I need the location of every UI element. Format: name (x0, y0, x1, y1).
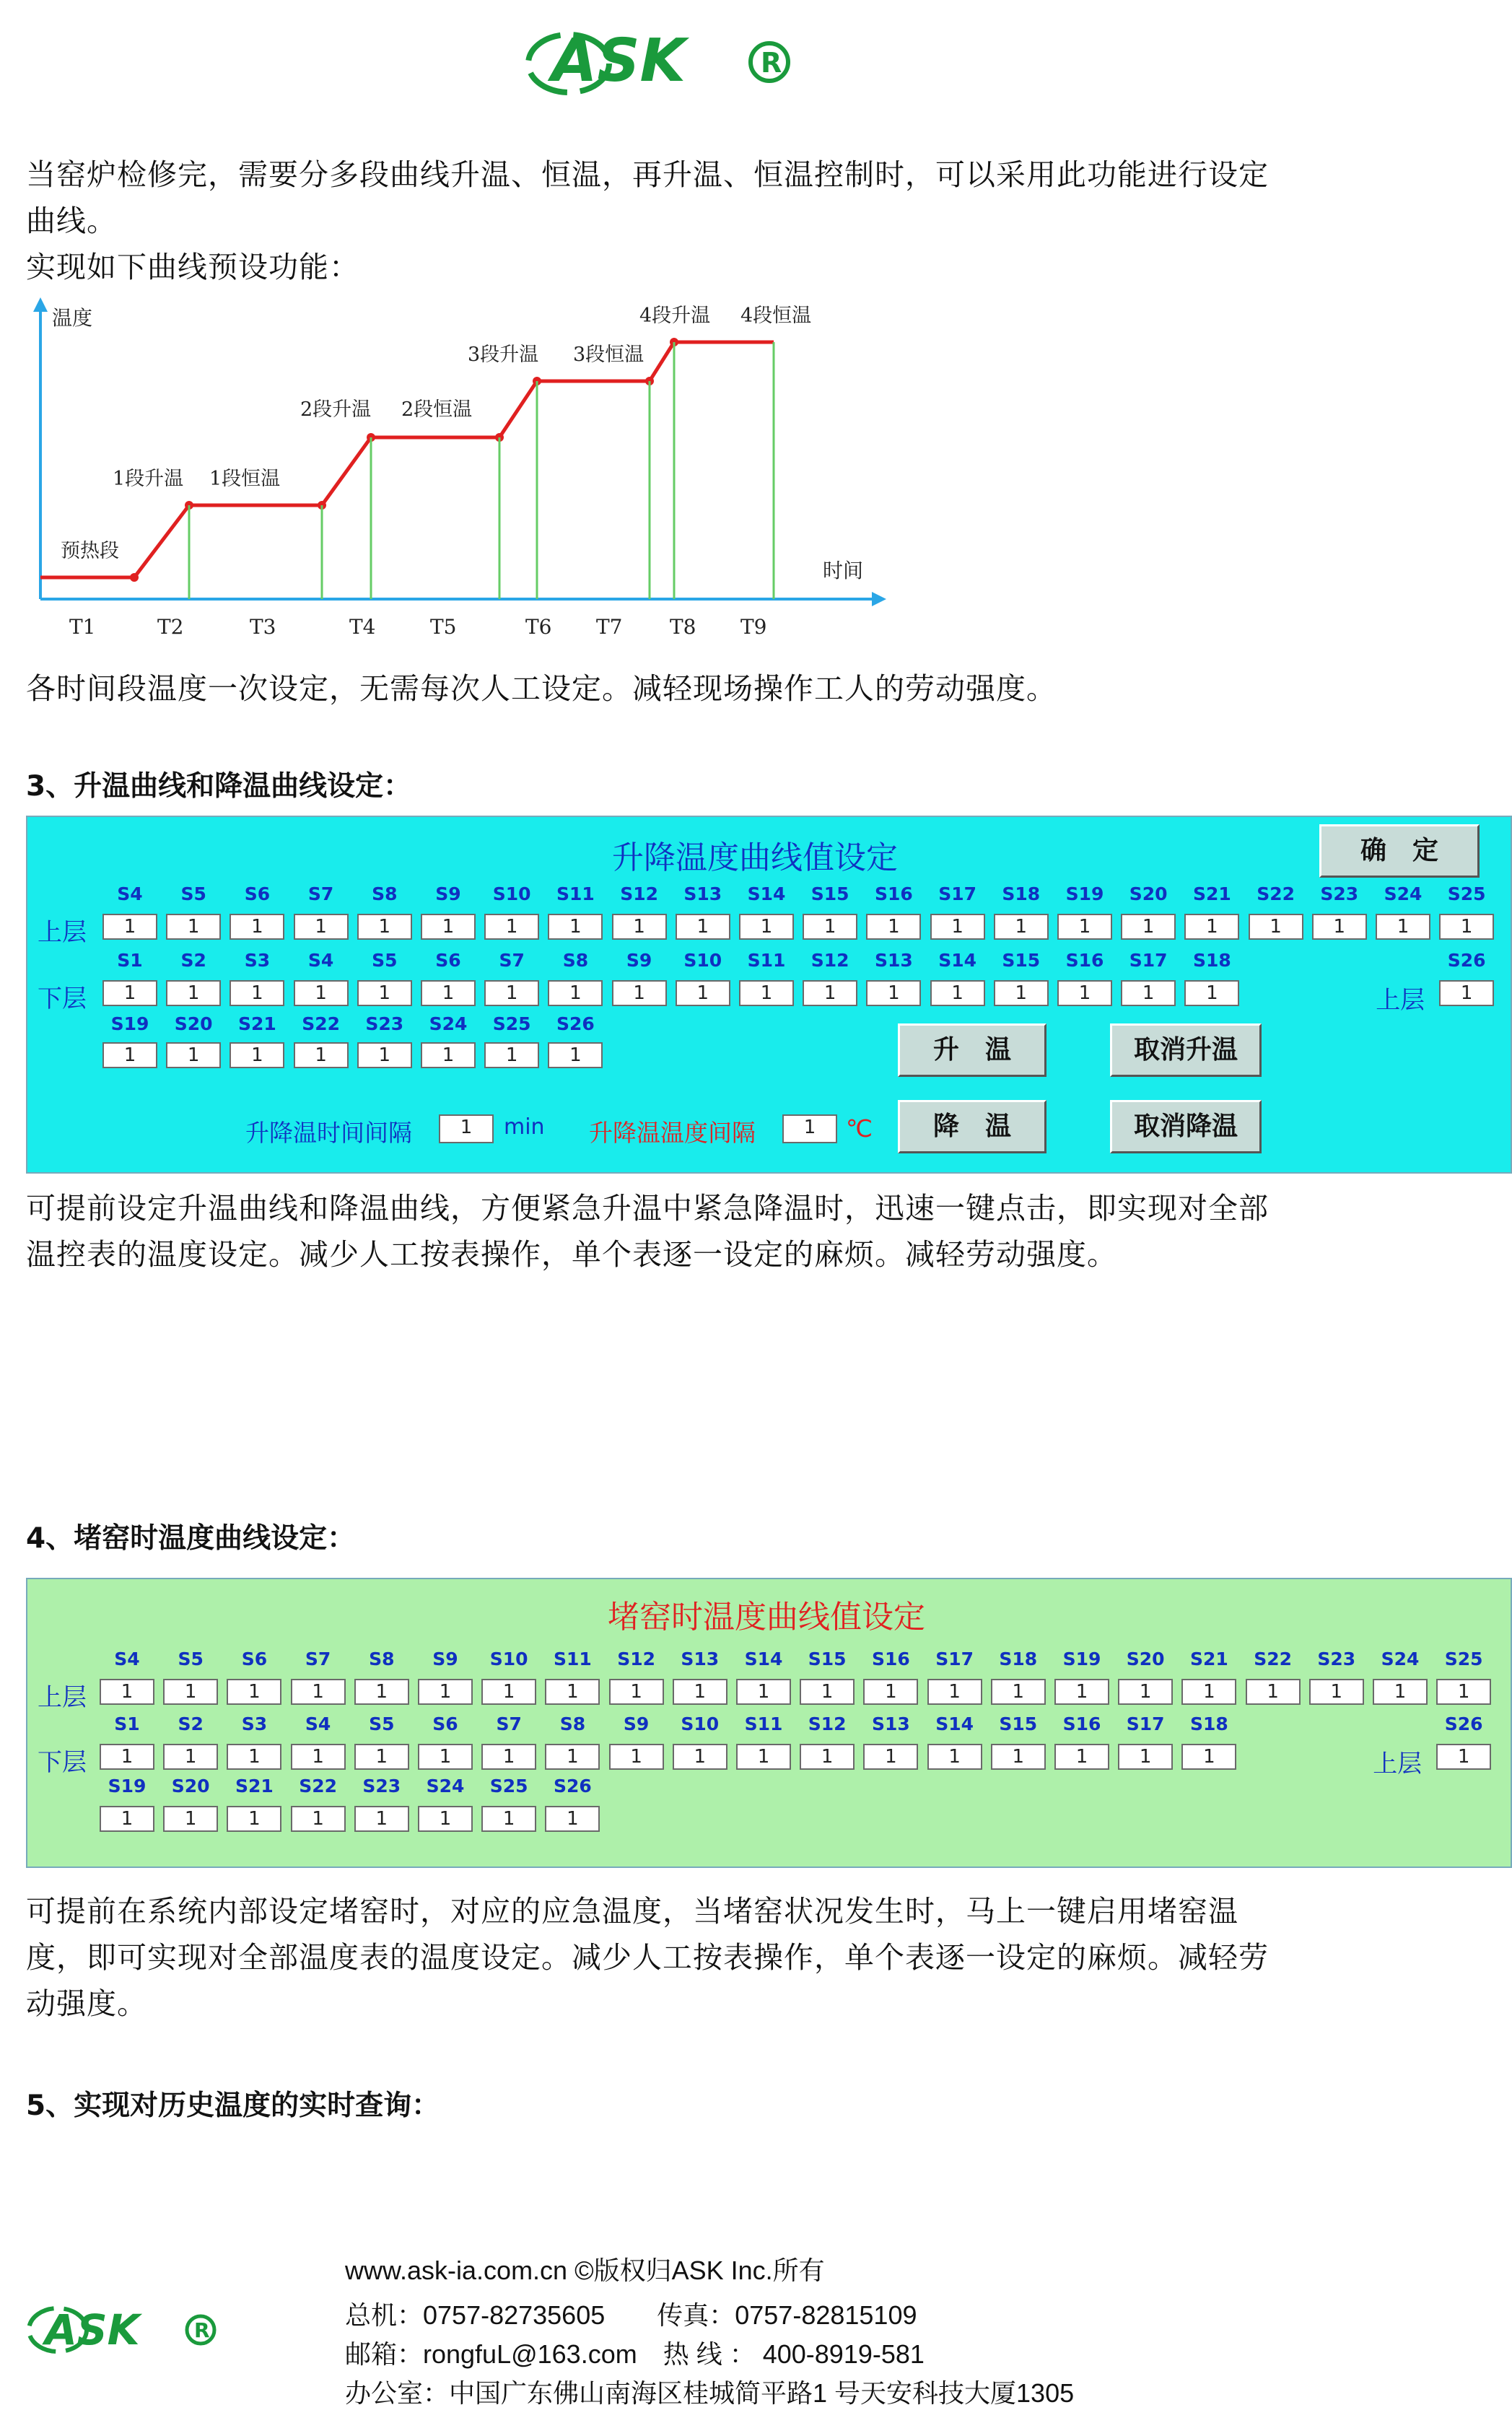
curve-annotation: 4段恒温 (740, 305, 812, 327)
panel-title: 升降温度曲线值设定 (612, 839, 898, 876)
sensor-label: S1 (117, 950, 143, 971)
sensor-label: S20 (171, 1776, 210, 1796)
footer-address: 办公室：中国广东佛山南海区桂城简平路1 号天安科技大厦1305 (345, 2378, 1075, 2408)
row-label-upper: 上层 (38, 1683, 87, 1712)
sensor-value-input[interactable]: 1 (800, 1744, 855, 1770)
sensor-value-input[interactable]: 1 (736, 1679, 791, 1705)
sensor-label: S21 (235, 1776, 274, 1796)
sensor-label: S12 (617, 1649, 655, 1669)
sensor-label: S22 (302, 1013, 340, 1034)
sensor-label: S7 (499, 950, 525, 971)
sensor-label: S6 (432, 1713, 458, 1734)
sensor-label: S26 (1444, 1713, 1483, 1734)
sensor-value-input[interactable]: 1 (545, 1806, 600, 1832)
sensor-value-input[interactable]: 1 (548, 914, 603, 940)
sensor-label: S23 (1320, 883, 1359, 904)
sensor-value-input[interactable]: 1 (1057, 980, 1112, 1006)
sensor-value-input[interactable]: 1 (863, 1679, 918, 1705)
sensor-value-input[interactable]: 1 (1121, 914, 1176, 940)
curve-annotation: 3段恒温 (573, 344, 644, 366)
sensor-label: S13 (871, 1713, 910, 1734)
sensor-value-input[interactable]: 1 (866, 980, 921, 1006)
sensor-label: S15 (810, 883, 849, 904)
section4-desc: 可提前在系统内部设定堵窑时，对应的应急温度，当堵窑状况发生时，马上一键启用堵窑温度，即可实现对全部温度表的温度设定。减少人工按表操作，单个表逐一设定的麻烦。减轻劳动强度。 (26, 1894, 1269, 2021)
sensor-value-input[interactable]: 1 (163, 1679, 218, 1705)
sensor-value-input[interactable]: 1 (1184, 980, 1239, 1006)
sensor-label: S10 (489, 1649, 528, 1669)
sensor-label: S13 (683, 883, 722, 904)
sensor-label: S11 (553, 1649, 592, 1669)
sensor-label: S13 (874, 950, 913, 971)
interval-input[interactable]: 1 (439, 1114, 494, 1143)
sensor-label: S17 (938, 883, 976, 904)
sensor-value-input[interactable]: 1 (166, 914, 221, 940)
sensor-value-input[interactable]: 1 (609, 1744, 664, 1770)
sensor-label: S14 (744, 1649, 783, 1669)
sensor-value-input[interactable]: 1 (1184, 914, 1239, 940)
intro-paragraph: 当窑炉检修完，需要分多段曲线升温、恒温，再升温、恒温控制时，可以采用此功能进行设定曲线。 (26, 157, 1269, 238)
sensor-value-input[interactable]: 1 (739, 980, 794, 1006)
sensor-value-input[interactable]: 1 (609, 1679, 664, 1705)
sensor-value-input[interactable]: 1 (481, 1744, 536, 1770)
sensor-label: S5 (178, 1649, 204, 1669)
sensor-value-input[interactable]: 1 (481, 1679, 536, 1705)
sensor-value-input[interactable]: 1 (230, 914, 284, 940)
sensor-label: S4 (114, 1649, 140, 1669)
sensor-value-input[interactable]: 1 (357, 1042, 412, 1068)
y-axis-label: 温度 (52, 306, 93, 330)
footer-email-hotline: 邮箱：rongfuL@163.com 热 线 ： 400-8919-581 (345, 2339, 925, 2369)
sensor-label: S6 (435, 950, 461, 971)
sensor-value-input[interactable]: 1 (1121, 980, 1176, 1006)
sensor-label: S19 (108, 1776, 147, 1796)
sensor-value-input[interactable]: 1 (1246, 1679, 1301, 1705)
sensor-label: S24 (1381, 1649, 1420, 1669)
sensor-value-input[interactable]: 1 (102, 1042, 157, 1068)
sensor-value-input[interactable]: 1 (994, 914, 1049, 940)
sensor-label: S8 (559, 1713, 586, 1734)
x-tick-label: T7 (596, 615, 623, 639)
sensor-value-input[interactable]: 1 (418, 1744, 473, 1770)
sensor-label: S19 (1065, 883, 1104, 904)
heat-cool-curve-panel (26, 816, 1512, 1174)
sensor-value-input[interactable]: 1 (1118, 1679, 1173, 1705)
sensor-value-input[interactable]: 1 (291, 1744, 346, 1770)
footer-copyright: www.ask-ia.com.cn ©版权归ASK Inc.所有 (345, 2256, 825, 2285)
sensor-label: S12 (808, 1713, 847, 1734)
kiln-block-curve-panel (26, 1578, 1512, 1868)
sensor-value-input[interactable]: 1 (1054, 1679, 1109, 1705)
svg-text:R: R (761, 47, 782, 79)
sensor-label: S17 (1129, 950, 1168, 971)
sensor-label: S17 (1126, 1713, 1165, 1734)
sensor-label: S7 (305, 1649, 331, 1669)
sensor-value-input[interactable]: 1 (1249, 914, 1303, 940)
x-tick-label: T2 (157, 615, 184, 639)
temp-interval-input[interactable]: 1 (782, 1114, 837, 1143)
sensor-value-input[interactable]: 1 (102, 914, 157, 940)
sensor-value-input[interactable]: 1 (294, 980, 349, 1006)
sensor-value-input[interactable]: 1 (1373, 1679, 1428, 1705)
sensor-value-input[interactable]: 1 (612, 914, 667, 940)
sensor-value-input[interactable]: 1 (354, 1806, 409, 1832)
sensor-label: S22 (299, 1776, 337, 1796)
sensor-label: S14 (935, 1713, 974, 1734)
curve-annotation: 2段升温 (300, 398, 372, 421)
sensor-value-input[interactable]: 1 (163, 1806, 218, 1832)
sensor-value-input[interactable]: 1 (1439, 914, 1494, 940)
curve-annotation: 1段恒温 (209, 468, 281, 490)
section5-heading: 5、实现对历史温度的实时查询： (26, 2090, 440, 2122)
sensor-label: S22 (1257, 883, 1295, 904)
sensor-label: S25 (492, 1013, 531, 1034)
row-label-upper-right: 上层 (1376, 986, 1425, 1015)
sensor-value-input[interactable]: 1 (673, 1679, 727, 1705)
x-tick-label: T6 (525, 615, 552, 639)
sensor-label: S18 (999, 1649, 1038, 1669)
section3-desc: 可提前设定升温曲线和降温曲线，方便紧急升温中紧急降温时，迅速一键点击，即实现对全部温控表的温度设定。减少人工按表操作，单个表逐一设定的麻烦。减轻劳动强度。 (26, 1191, 1269, 1272)
sensor-value-input[interactable]: 1 (294, 1042, 349, 1068)
sensor-label: S2 (180, 950, 206, 971)
sensor-value-input[interactable]: 1 (991, 1679, 1046, 1705)
sensor-value-input[interactable]: 1 (739, 914, 794, 940)
sensor-value-input[interactable]: 1 (100, 1744, 154, 1770)
curve-annotation: 2段恒温 (401, 398, 473, 421)
temperature-curve-chart (26, 296, 892, 645)
sensor-label: S11 (747, 950, 786, 971)
sensor-label: S5 (369, 1713, 395, 1734)
x-axis-arrow (872, 592, 886, 606)
sensor-label: S9 (626, 950, 652, 971)
sensor-label: S14 (938, 950, 976, 971)
sensor-label: S16 (1065, 950, 1104, 971)
sensor-value-input[interactable]: 1 (1181, 1744, 1236, 1770)
sensor-value-input[interactable]: 1 (102, 980, 157, 1006)
sensor-value-input[interactable]: 1 (1439, 980, 1494, 1006)
sensor-value-input[interactable]: 1 (484, 1042, 539, 1068)
sensor-value-input[interactable]: 1 (357, 980, 412, 1006)
sensor-value-input[interactable]: 1 (230, 1042, 284, 1068)
sensor-label: S8 (562, 950, 589, 971)
sensor-label: S4 (307, 950, 334, 971)
sensor-value-input[interactable]: 1 (930, 980, 985, 1006)
x-tick-label: T1 (69, 615, 96, 639)
curve-annotation: 1段升温 (113, 468, 184, 490)
sensor-value-input[interactable]: 1 (1054, 1744, 1109, 1770)
sensor-label: S20 (1126, 1649, 1165, 1669)
sensor-value-input[interactable]: 1 (421, 914, 476, 940)
sensor-label: S1 (114, 1713, 140, 1734)
sensor-value-input[interactable]: 1 (418, 1806, 473, 1832)
svg-text:R: R (194, 2318, 210, 2342)
logo-text: ASK (45, 2305, 140, 2354)
sensor-label: S18 (1189, 1713, 1228, 1734)
logo-text: ASK (551, 27, 686, 95)
sensor-value-input[interactable]: 1 (803, 980, 857, 1006)
sensor-value-input[interactable]: 1 (930, 914, 985, 940)
cool-button[interactable]: 降 温 (898, 1100, 1046, 1153)
sensor-value-input[interactable]: 1 (1118, 1744, 1173, 1770)
sensor-label: S12 (620, 883, 658, 904)
ask-logo-icon (26, 2288, 221, 2367)
interval-unit: min (504, 1114, 545, 1140)
curve-vertex (130, 573, 139, 582)
sensor-label: S18 (1002, 883, 1041, 904)
sensor-label: S10 (681, 1713, 720, 1734)
sensor-value-input[interactable]: 1 (927, 1679, 982, 1705)
sensor-value-input[interactable]: 1 (230, 980, 284, 1006)
x-tick-label: T4 (349, 615, 376, 639)
sensor-value-input[interactable]: 1 (163, 1744, 218, 1770)
sensor-label: S14 (747, 883, 786, 904)
sensor-value-input[interactable]: 1 (227, 1744, 281, 1770)
cancel-heat-button[interactable]: 取消升温 (1110, 1023, 1262, 1077)
panel-title: 堵窑时温度曲线值设定 (608, 1599, 925, 1636)
sensor-label: S24 (429, 1013, 468, 1034)
x-tick-label: T3 (250, 615, 276, 639)
sensor-label: S21 (237, 1013, 276, 1034)
sensor-value-input[interactable]: 1 (676, 914, 730, 940)
sensor-label: S16 (1062, 1713, 1101, 1734)
confirm-button[interactable]: 确 定 (1319, 824, 1480, 878)
sensor-value-input[interactable]: 1 (354, 1679, 409, 1705)
sensor-value-input[interactable]: 1 (421, 1042, 476, 1068)
row-label-upper-right: 上层 (1373, 1750, 1423, 1778)
header-logo (525, 6, 800, 107)
sensor-label: S24 (1384, 883, 1423, 904)
sensor-value-input[interactable]: 1 (548, 980, 603, 1006)
sensor-value-input[interactable]: 1 (166, 1042, 221, 1068)
sensor-value-input[interactable]: 1 (612, 980, 667, 1006)
sensor-value-input[interactable]: 1 (100, 1679, 154, 1705)
sensor-label: S3 (244, 950, 271, 971)
x-axis-label: 时间 (823, 559, 864, 582)
sensor-label: S6 (244, 883, 271, 904)
sensor-value-input[interactable]: 1 (736, 1744, 791, 1770)
sensor-label: S23 (365, 1013, 404, 1034)
sensor-value-input[interactable]: 1 (1376, 914, 1430, 940)
sensor-value-input[interactable]: 1 (1436, 1679, 1491, 1705)
sensor-label: S24 (426, 1776, 465, 1796)
sensor-label: S15 (1002, 950, 1041, 971)
sensor-label: S15 (808, 1649, 847, 1669)
sensor-label: S6 (241, 1649, 268, 1669)
sensor-label: S23 (362, 1776, 401, 1796)
intro-paragraph-2: 实现如下曲线预设功能： (26, 250, 359, 284)
sensor-label: S25 (1444, 1649, 1483, 1669)
sensor-label: S16 (874, 883, 913, 904)
sensor-label: S21 (1192, 883, 1231, 904)
sensor-value-input[interactable]: 1 (800, 1679, 855, 1705)
temp-interval-unit: ℃ (846, 1114, 873, 1143)
sensor-label: S5 (180, 883, 206, 904)
sensor-label: S19 (1062, 1649, 1101, 1669)
sensor-label: S17 (935, 1649, 974, 1669)
row-label-lower: 下层 (38, 984, 87, 1013)
sensor-value-input[interactable]: 1 (484, 914, 539, 940)
sensor-value-input[interactable]: 1 (866, 914, 921, 940)
row-label-lower: 下层 (38, 1748, 87, 1777)
sensor-label: S15 (999, 1713, 1038, 1734)
curve-annotation: 4段升温 (639, 305, 711, 327)
sensor-label: S10 (683, 950, 722, 971)
sensor-label: S11 (556, 883, 595, 904)
sensor-label: S19 (110, 1013, 149, 1034)
footer-logo (26, 2288, 221, 2370)
temperature-curve-line (40, 342, 774, 577)
sensor-label: S25 (1447, 883, 1486, 904)
sensor-label: S10 (492, 883, 531, 904)
sensor-label: S25 (489, 1776, 528, 1796)
sensor-label: S22 (1254, 1649, 1292, 1669)
sensor-label: S12 (810, 950, 849, 971)
sensor-label: S3 (241, 1713, 268, 1734)
sensor-value-input[interactable]: 1 (863, 1744, 918, 1770)
sensor-label: S4 (117, 883, 143, 904)
sensor-label: S11 (744, 1713, 783, 1734)
sensor-label: S8 (372, 883, 398, 904)
heat-button[interactable]: 升 温 (898, 1023, 1046, 1077)
sensor-value-input[interactable]: 1 (673, 1744, 727, 1770)
sensor-value-input[interactable]: 1 (294, 914, 349, 940)
x-tick-label: T9 (740, 615, 767, 639)
sensor-label: S9 (432, 1649, 458, 1669)
row-label-upper: 上层 (38, 918, 87, 947)
sensor-label: S23 (1317, 1649, 1356, 1669)
sensor-label: S2 (178, 1713, 204, 1734)
sensor-value-input[interactable]: 1 (545, 1744, 600, 1770)
sensor-value-input[interactable]: 1 (291, 1806, 346, 1832)
sensor-value-input[interactable]: 1 (421, 980, 476, 1006)
sensor-value-input[interactable]: 1 (481, 1806, 536, 1832)
sensor-value-input[interactable]: 1 (227, 1806, 281, 1832)
sensor-value-input[interactable]: 1 (291, 1679, 346, 1705)
sensor-label: S20 (174, 1013, 213, 1034)
section4-heading: 4、堵窑时温度曲线设定： (26, 1522, 356, 1555)
sensor-value-input[interactable]: 1 (1181, 1679, 1236, 1705)
sensor-label: S7 (307, 883, 334, 904)
y-axis-arrow (33, 297, 48, 312)
sensor-value-input[interactable]: 1 (994, 980, 1049, 1006)
interval-label: 升降温时间间隔 (245, 1119, 412, 1147)
sensor-label: S7 (496, 1713, 522, 1734)
sensor-value-input[interactable]: 1 (227, 1679, 281, 1705)
sensor-value-input[interactable]: 1 (1436, 1744, 1491, 1770)
sensor-label: S20 (1129, 883, 1168, 904)
footer-phone-fax: 总机：0757-82735605 传真：0757-82815109 (345, 2300, 917, 2330)
sensor-value-input[interactable]: 1 (484, 980, 539, 1006)
sensor-label: S26 (556, 1013, 595, 1034)
sensor-value-input[interactable]: 1 (357, 914, 412, 940)
sensor-value-input[interactable]: 1 (100, 1806, 154, 1832)
sensor-label: S26 (553, 1776, 592, 1796)
sensor-value-input[interactable]: 1 (354, 1744, 409, 1770)
sensor-value-input[interactable]: 1 (1309, 1679, 1364, 1705)
ask-logo-icon (525, 6, 800, 107)
sensor-label: S8 (369, 1649, 395, 1669)
sensor-label: S9 (623, 1713, 650, 1734)
sensor-value-input[interactable]: 1 (803, 914, 857, 940)
sensor-value-input[interactable]: 1 (545, 1679, 600, 1705)
sensor-value-input[interactable]: 1 (548, 1042, 603, 1068)
sensor-value-input[interactable]: 1 (991, 1744, 1046, 1770)
x-tick-label: T5 (430, 615, 457, 639)
cancel-cool-button[interactable]: 取消降温 (1110, 1100, 1262, 1153)
sensor-value-input[interactable]: 1 (166, 980, 221, 1006)
sensor-label: S9 (435, 883, 461, 904)
sensor-value-input[interactable]: 1 (676, 980, 730, 1006)
curve-annotation: 预热段 (61, 540, 119, 562)
after-chart-text: 各时间段温度一次设定，无需每次人工设定。减轻现场操作工人的劳动强度。 (26, 671, 1057, 706)
sensor-label: S26 (1447, 950, 1486, 971)
sensor-label: S5 (372, 950, 398, 971)
x-tick-label: T8 (670, 615, 696, 639)
sensor-label: S18 (1192, 950, 1231, 971)
section3-heading: 3、升温曲线和降温曲线设定： (26, 770, 412, 803)
curve-annotation: 3段升温 (468, 344, 539, 366)
sensor-value-input[interactable]: 1 (1057, 914, 1112, 940)
sensor-label: S4 (305, 1713, 331, 1734)
sensor-value-input[interactable]: 1 (1312, 914, 1367, 940)
temp-interval-label: 升降温温度间隔 (589, 1119, 756, 1147)
sensor-value-input[interactable]: 1 (927, 1744, 982, 1770)
sensor-label: S13 (681, 1649, 720, 1669)
sensor-value-input[interactable]: 1 (418, 1679, 473, 1705)
sensor-label: S21 (1189, 1649, 1228, 1669)
sensor-label: S16 (871, 1649, 910, 1669)
